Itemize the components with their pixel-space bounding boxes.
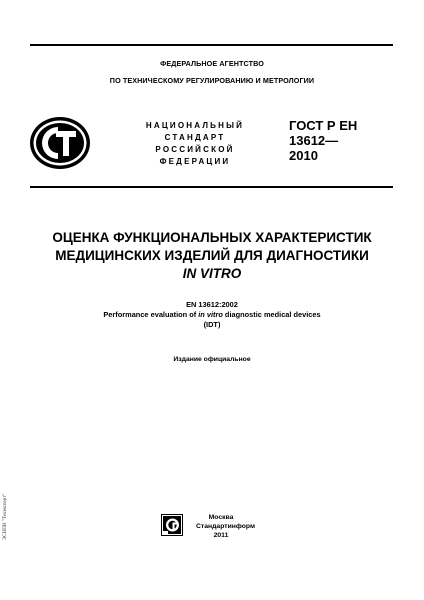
document-title — [0, 229, 424, 283]
national-standard-label — [132, 120, 258, 168]
agency-line-2: ПО ТЕХНИЧЕСКОМУ РЕГУЛИРОВАНИЮ И МЕТРОЛОГИИ — [109, 76, 315, 85]
en-identity-marker: (IDT) — [203, 320, 221, 329]
en-title-suffix: diagnostic medical devices — [222, 310, 321, 319]
national-standard-line: ФЕДЕРАЦИИ — [159, 157, 231, 166]
imprint-publisher: Стандартинформ — [196, 523, 255, 530]
national-standard-line: НАЦИОНАЛЬНЫЙ — [145, 121, 245, 130]
document-title-line: IN VITRO — [182, 266, 242, 281]
document-title-line: ОЦЕНКА ФУНКЦИОНАЛЬНЫХ ХАРАКТЕРИСТИК — [52, 230, 372, 245]
standartinform-logo-icon — [161, 514, 183, 536]
top-rule — [30, 44, 393, 46]
imprint — [196, 513, 255, 540]
standard-number-line: 2010 — [289, 148, 318, 163]
imprint-year: 2011 — [213, 532, 229, 539]
en-title-italic: in vitro — [198, 310, 223, 319]
national-standard-line: СТАНДАРТ — [164, 133, 226, 142]
rst-certification-mark-icon — [28, 115, 92, 171]
en-title-prefix: Performance evaluation of — [103, 310, 199, 319]
en-standard-code: EN 13612:2002 — [186, 300, 238, 309]
side-stamp: ЭСНПИ "Техэксперт" — [3, 493, 8, 540]
standard-number-line: 13612— — [289, 133, 339, 148]
national-standard-line: РОССИЙСКОЙ — [155, 145, 235, 154]
document-title-line: МЕДИЦИНСКИХ ИЗДЕЛИЙ ДЛЯ ДИАГНОСТИКИ — [55, 248, 369, 263]
standard-number — [289, 118, 357, 163]
en-standard-title — [0, 310, 424, 320]
agency-line-1: ФЕДЕРАЛЬНОЕ АГЕНТСТВО — [160, 59, 264, 68]
standard-number-line: ГОСТ Р ЕН — [289, 118, 358, 133]
bottom-rule — [30, 186, 393, 188]
en-reference — [0, 300, 424, 330]
edition-label: Издание официальное — [173, 356, 251, 363]
imprint-city: Москва — [208, 514, 234, 521]
